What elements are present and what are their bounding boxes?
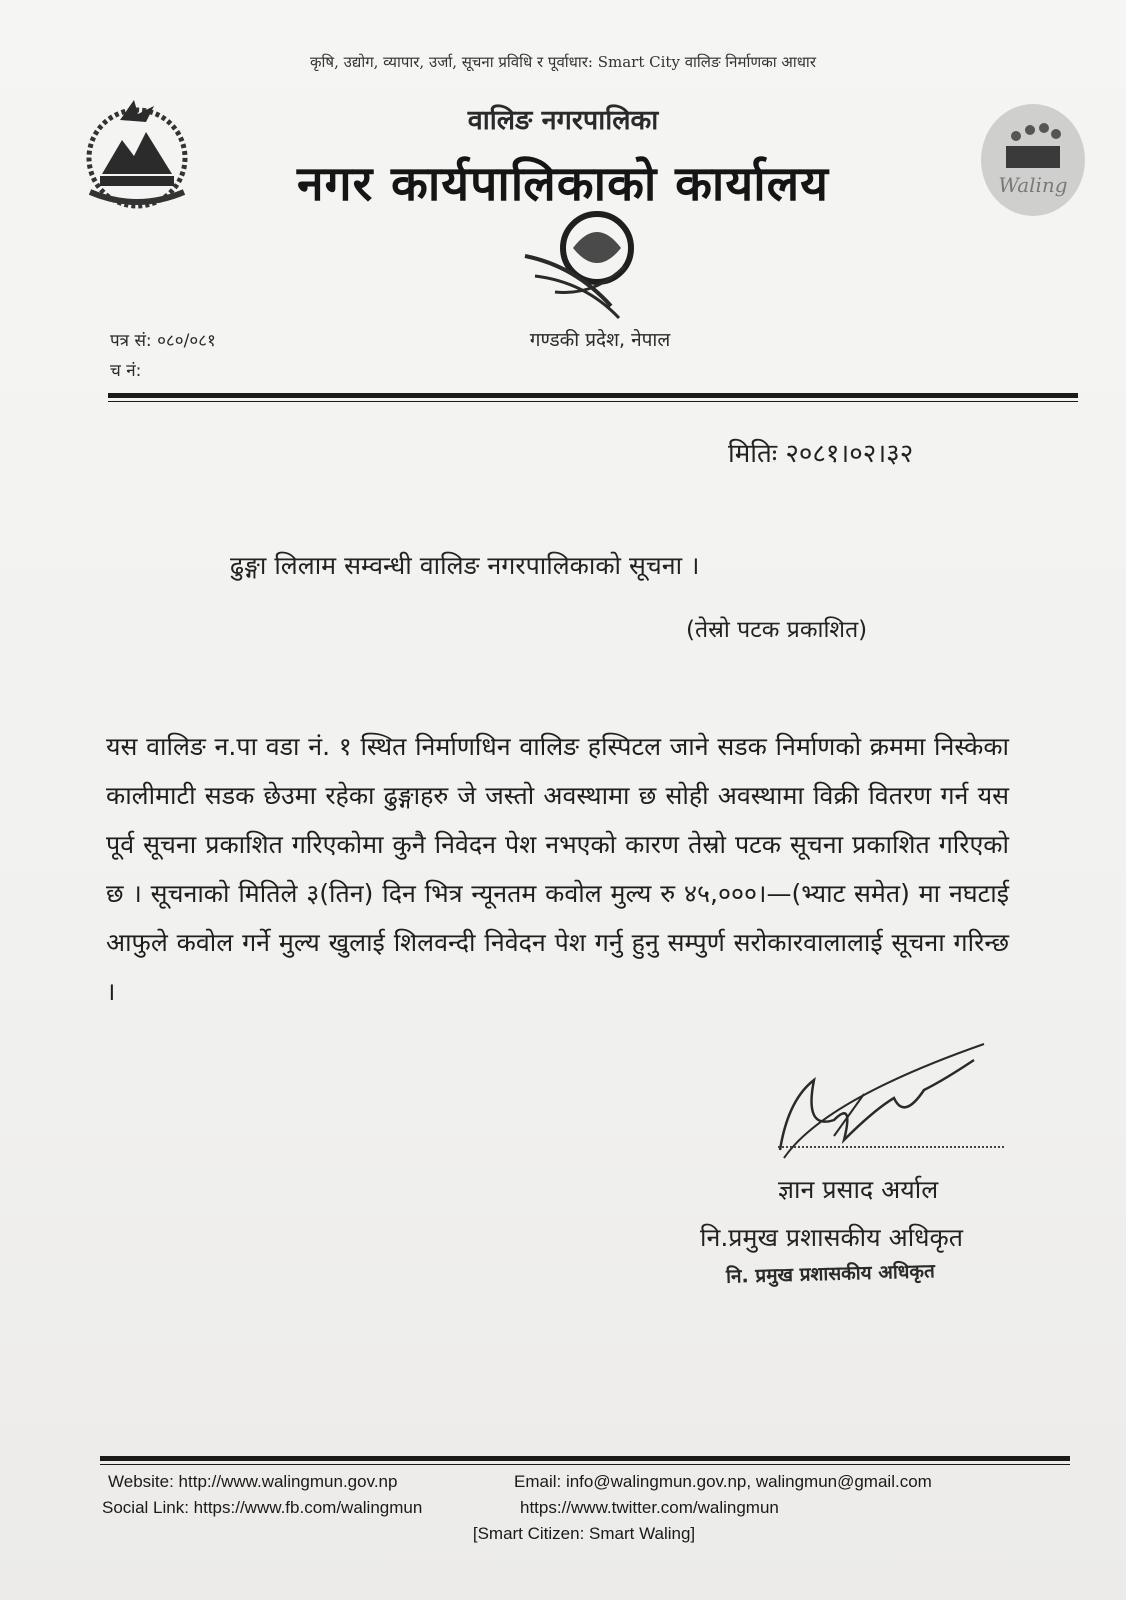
waling-logo-text: Waling xyxy=(998,173,1068,197)
footer-twitter-link: https://www.twitter.com/walingmun xyxy=(520,1498,779,1517)
footer-social-link: Social Link: https://www.fb.com/walingmun xyxy=(102,1498,423,1517)
footer-slogan: [Smart Citizen: Smart Waling] xyxy=(472,1524,696,1543)
signatory-stamp: नि. प्रमुख प्रशासकीय अधिकृत xyxy=(725,1260,936,1288)
office-title: नगर कार्यपालिकाको कार्यालय xyxy=(296,156,830,212)
header-divider-thin xyxy=(108,401,1078,402)
org-name: वालिङ नगरपालिका xyxy=(467,105,659,136)
notice-body: यस वालिङ न.पा वडा नं. १ स्थित निर्माणधिन वालिङ हस्पिटल जाने सडक निर्माणको क्रममा निस्केका कालीमाटी सडक छेउमा रहेका ढुङ्गाहरु जे जस्तो अवस्थामा छ सोही अवस्थामा विक्री वितरण गर्न यस पूर्व सूचना प्रकाशित गरिएकोमा कुनै निवेदन पेश नभएको कारण तेस्रो पटक सूचना प्रकाशित गरिएको छ । सूचनाको मितिले ३(तिन) दिन भित्र न्यूनतम कवोल मुल्य रु ४५,०००।—(भ्याट समेत) मा नघटाई आफुले कवोल गर्ने मुल्य खुलाई शिलवन्दी निवेदन पेश गर्नु हुनु सम्पुर्ण सरोकारवालालाई सूचना गरिन्छ । xyxy=(106,732,1009,1006)
publication-note: (तेस्रो पटक प्रकाशित) xyxy=(686,617,868,643)
notice-date: मितिः २०८१।०२।३२ xyxy=(728,439,914,469)
notice-subject: ढुङ्गा लिलाम सम्वन्धी वालिङ नगरपालिकाको सूचना । xyxy=(230,551,700,580)
dispatch-number: च नं: xyxy=(110,361,142,381)
footer-divider xyxy=(100,1456,1070,1461)
header-divider xyxy=(108,393,1078,398)
header-tagline: कृषि, उद्योग, व्यापार, उर्जा, सूचना प्रविधि र पूर्वाधार: Smart City वालिङ निर्माणका आधार xyxy=(310,53,816,71)
signature-line xyxy=(778,1146,1004,1148)
reference-number: पत्र सं: ०८०/०८१ xyxy=(110,331,216,351)
footer-divider-thin xyxy=(100,1464,1070,1465)
signatory-name: ज्ञान प्रसाद अर्याल xyxy=(778,1175,939,1204)
waling-logo-icon xyxy=(978,100,1088,220)
signatory-title: नि.प्रमुख प्रशासकीय अधिकृत xyxy=(700,1223,963,1252)
reference-block xyxy=(110,326,216,386)
footer-email: Email: info@walingmun.gov.np, walingmun@gmail.com xyxy=(514,1472,932,1491)
region-text: गण्डकी प्रदेश, नेपाल xyxy=(529,329,671,351)
footer-website: Website: http://www.walingmun.gov.np xyxy=(108,1472,398,1491)
handwritten-signature-icon xyxy=(774,1040,994,1170)
office-stamp-icon xyxy=(515,196,665,326)
